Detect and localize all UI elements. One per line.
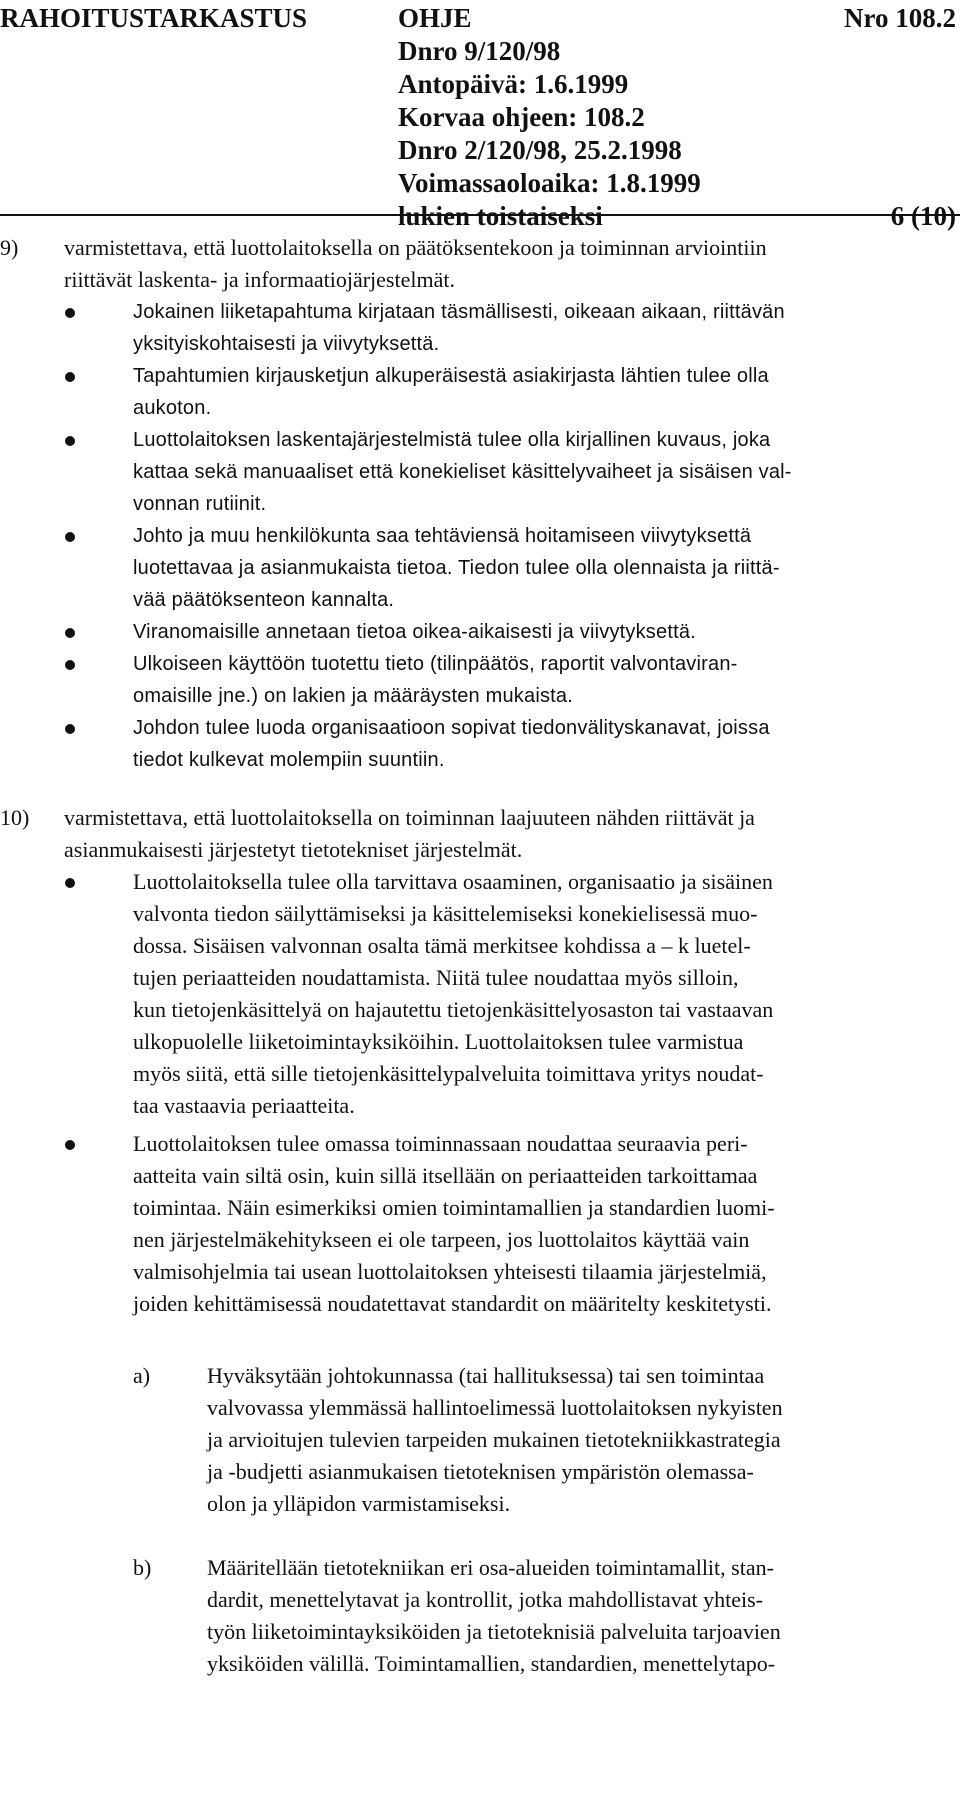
section-9-bullet [133,424,792,520]
header-metadata [398,35,956,233]
bullet-icon [65,1140,75,1150]
item-a-marker: a) [133,1363,151,1388]
item-a-text [207,1360,783,1520]
text-line: dardit, menettelytavat ja kontrollit, jotka mahdollistavat yhteis- [207,1587,763,1612]
section-9-bullet [133,360,769,424]
section-9-bullet [133,520,780,616]
text-line: aukoton. [133,397,212,419]
text-line: tiedot kulkevat molempiin suuntiin. [133,749,445,771]
section-10-bullet [133,866,773,1122]
section-10-intro [64,802,755,866]
text-line: aatteita vain siltä osin, kuin sillä itsellään on periaatteiden tarkoittamaa [133,1163,758,1188]
text-line: vää päätöksenteon kannalta. [133,589,395,611]
bullet-icon [65,308,75,318]
item-b-marker: b) [133,1555,152,1580]
text-line: Luottolaitoksen tulee omassa toiminnassaan noudattaa seuraavia peri- [133,1131,748,1156]
validity-text: lukien toistaiseksi [398,201,603,231]
bullet-icon [65,660,75,670]
header-row: Voimassaoloaika: 1.8.1999 [398,168,701,198]
bullet-icon [65,724,75,734]
text-line: Johto ja muu henkilökunta saa tehtäviensä hoitamiseen viivytyksettä [133,525,752,547]
text-line: Luottolaitoksen laskentajärjestelmistä tulee olla kirjallinen kuvaus, joka [133,429,771,451]
header-row: Antopäivä: 1.6.1999 [398,69,629,99]
section-9-bullet [133,296,785,360]
section-9-number: 9) [0,235,19,260]
header-row: Dnro 9/120/98 [398,36,561,66]
text-line: kun tietojenkäsittelyä on hajautettu tietojenkäsittelyosaston tai vastaavan [133,997,774,1022]
text-line: Viranomaisille annetaan tietoa oikea-aikaisesti ja viivytyksettä. [133,621,696,643]
bullet-icon [65,878,75,888]
text-line: valvonta tiedon säilyttämiseksi ja käsittelemiseksi konekielisessä muo- [133,901,758,926]
text-line: varmistettava, että luottolaitoksella on päätöksentekoon ja toiminnan arviointiin [64,235,767,260]
text-line: myös siitä, että sille tietojenkäsittelypalveluita toimittava yritys noudat- [133,1061,764,1086]
header-divider [0,214,960,216]
text-line: yksityiskohtaisesti ja viivytyksettä. [133,333,440,355]
text-line: luotettavaa ja asianmukaista tietoa. Tiedon tulee olla olennaista ja riittä- [133,557,780,579]
section-9-bullet [133,648,738,712]
text-line: varmistettava, että luottolaitoksella on toiminnan laajuuteen nähden riittävät ja [64,805,755,830]
section-9-bullet [133,712,770,776]
text-line: ja arvioitujen tulevien tarpeiden mukainen tietotekniikkastrategia [207,1427,781,1452]
text-line: Hyväksytään johtokunnassa (tai hallituksessa) tai sen toimintaa [207,1363,765,1388]
text-line: ja -budjetti asianmukaisen tietoteknisen ympäristön olemassa- [207,1459,754,1484]
text-line: omaisille jne.) on lakien ja määräysten mukaista. [133,685,573,707]
text-line: yksiköiden välillä. Toimintamallien, standardien, menettelytapo- [207,1651,776,1676]
text-line: valmisohjelmia tai usean luottolaitoksen yhteisesti tilaamia järjestelmiä, [133,1259,767,1284]
section-9-bullet [133,616,696,648]
text-line: dossa. Sisäisen valvonnan osalta tämä merkitsee kohdissa a – k luetel- [133,933,751,958]
text-line: joiden kehittämisessä noudatettavat standardit on määritelty keskitetysti. [133,1291,772,1316]
bullet-icon [65,372,75,382]
text-line: riittävät laskenta- ja informaatiojärjestelmät. [64,267,455,292]
organization-name: RAHOITUSTARKASTUS [0,3,308,33]
bullet-icon [65,532,75,542]
text-line: työn liiketoimintayksiköiden ja tietoteknisiä palveluita tarjoavien [207,1619,781,1644]
text-line: Jokainen liiketapahtuma kirjataan täsmällisesti, oikeaan aikaan, riittävän [133,301,785,323]
text-line: kattaa sekä manuaaliset että konekieliset käsittelyvaiheet ja sisäisen val- [133,461,792,483]
text-line: valvovassa ylemmässä hallintoelimessä luottolaitoksen nykyisten [207,1395,783,1420]
bullet-icon [65,628,75,638]
bullet-icon [65,436,75,446]
text-line: Luottolaitoksella tulee olla tarvittava osaaminen, organisaatio ja sisäinen [133,869,773,894]
text-line: taa vastaavia periaatteita. [133,1093,355,1118]
text-line: tujen periaatteiden noudattamista. Niitä tulee noudattaa myös silloin, [133,965,739,990]
text-line: vonnan rutiinit. [133,493,267,515]
text-line: Johdon tulee luoda organisaatioon sopivat tiedonvälityskanavat, joissa [133,717,770,739]
page-number: 6 (10) [890,201,956,231]
header-row: Korvaa ohjeen: 108.2 [398,102,645,132]
item-b-text [207,1552,781,1680]
text-line: ulkopuolelle liiketoimintayksiköihin. Luottolaitoksen tulee varmistua [133,1029,744,1054]
section-9-intro [64,232,767,296]
section-10-bullet [133,1128,775,1320]
document-type: OHJE [398,3,472,33]
header-row: Dnro 2/120/98, 25.2.1998 [398,135,682,165]
section-10-number: 10) [0,805,30,830]
text-line: Ulkoiseen käyttöön tuotettu tieto (tilinpäätös, raportit valvontaviran- [133,653,738,675]
text-line: nen järjestelmäkehitykseen ei ole tarpeen, jos luottolaitos käyttää vain [133,1227,750,1252]
document-number: Nro 108.2 [844,3,956,33]
text-line: asianmukaisesti järjestetyt tietotekniset järjestelmät. [64,837,523,862]
text-line: toimintaa. Näin esimerkiksi omien toimintamallien ja standardien luomi- [133,1195,775,1220]
text-line: Määritellään tietotekniikan eri osa-alueiden toimintamallit, stan- [207,1555,774,1580]
header-row [398,200,956,233]
text-line: olon ja ylläpidon varmistamiseksi. [207,1491,511,1516]
text-line: Tapahtumien kirjausketjun alkuperäisestä asiakirjasta lähtien tulee olla [133,365,769,387]
